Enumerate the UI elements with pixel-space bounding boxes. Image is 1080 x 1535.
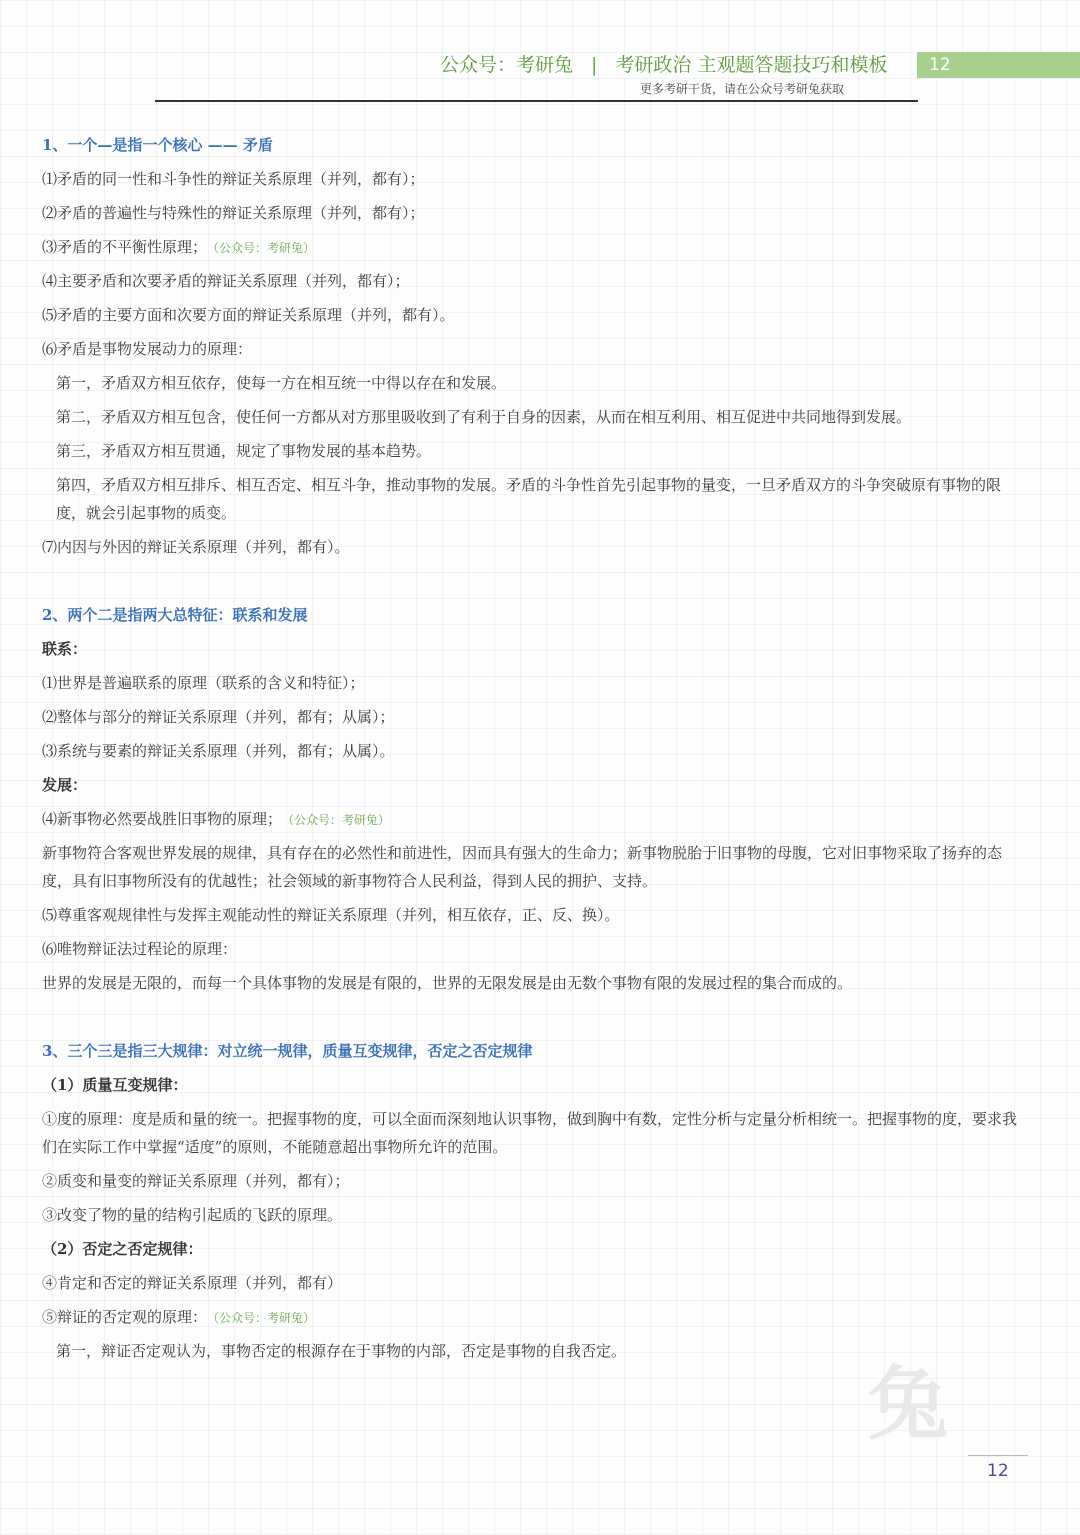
footer-divider bbox=[968, 1455, 1028, 1456]
rabbit-watermark: 兔 bbox=[868, 1358, 948, 1451]
s2-item-2: ⑵整体与部分的辩证关系原理（并列，都有；从属）； bbox=[42, 708, 395, 726]
s1-item-3 bbox=[42, 233, 315, 262]
header-page-badge: 12 bbox=[917, 52, 1080, 78]
s1-para-1: 第一，矛盾双方相互依存，使每一方在相互统一中得以存在和发展。 bbox=[56, 374, 507, 392]
s3-subheading-2: （2）否定之否定规律： bbox=[42, 1240, 203, 1258]
s3-item-3: ③改变了物的量的结构引起质的飞跃的原理。 bbox=[42, 1206, 343, 1224]
s2-item-6: ⑹唯物辩证法过程论的原理： bbox=[42, 940, 238, 958]
s1-item-3-text: ⑶矛盾的不平衡性原理； bbox=[42, 238, 208, 256]
s2-para-1: 新事物符合客观世界发展的规律，具有存在的必然性和前进性，因而具有强大的生命力；新事物脱胎于旧事物的母腹，它对旧事物采取了扬弃的态度，具有旧事物所没有的优越性；社会领域的新事物符合人民利益，得到人民的拥护、支持。 bbox=[42, 844, 1003, 890]
s1-para-4: 第四，矛盾双方相互排斥、相互否定、相互斗争，推动事物的发展。矛盾的斗争性首先引起事物的量变，一旦矛盾双方的斗争突破原有事物的限度，就会引起事物的质变。 bbox=[56, 476, 1002, 522]
s1-item-3-note: （公众号：考研兔） bbox=[213, 241, 316, 255]
s2-item-4-note: （公众号：考研兔） bbox=[288, 813, 391, 827]
header-divider bbox=[155, 100, 918, 102]
section-1-heading: 1、一个—是指一个核心 —— 矛盾 bbox=[42, 136, 273, 154]
s1-item-6: ⑹矛盾是事物发展动力的原理： bbox=[42, 340, 253, 358]
s2-item-4-text: ⑷新事物必然要战胜旧事物的原理； bbox=[42, 810, 283, 828]
header-subtitle: 更多考研干货，请在公众号考研兔获取 bbox=[640, 82, 845, 96]
header-account: 公众号：考研兔 bbox=[440, 54, 574, 76]
s3-item-5 bbox=[42, 1303, 315, 1332]
s2-item-1: ⑴世界是普遍联系的原理（联系的含义和特征）； bbox=[42, 674, 365, 692]
s3-item-5-note: （公众号：考研兔） bbox=[213, 1311, 316, 1325]
s3-subheading-1: （1）质量互变规律： bbox=[42, 1076, 188, 1094]
s1-item-5: ⑸矛盾的主要方面和次要方面的辩证关系原理（并列，都有）。 bbox=[42, 306, 455, 324]
s3-para-1: 第一，辩证否定观认为，事物否定的根源存在于事物的内部，否定是事物的自我否定。 bbox=[56, 1342, 627, 1360]
s1-para-2: 第二，矛盾双方相互包含，使任何一方都从对方那里吸收到了有利于自身的因素，从而在相互利用、相互促进中共同地得到发展。 bbox=[56, 408, 912, 426]
s1-para-3: 第三，矛盾双方相互贯通，规定了事物发展的基本趋势。 bbox=[56, 442, 432, 460]
s2-subheading-development: 发展： bbox=[42, 776, 88, 794]
header-title-bar bbox=[440, 50, 887, 77]
s1-item-4: ⑷主要矛盾和次要矛盾的辩证关系原理（并列，都有）； bbox=[42, 272, 410, 290]
s1-item-7: ⑺内因与外因的辩证关系原理（并列，都有）。 bbox=[42, 538, 350, 556]
header-title: 考研政治 主观题答题技巧和模板 bbox=[615, 54, 888, 76]
section-3-heading: 3、三个三是指三大规律：对立统一规律，质量互变规律，否定之否定规律 bbox=[42, 1042, 533, 1060]
s2-item-4 bbox=[42, 805, 390, 834]
footer-page-number: 12 bbox=[987, 1461, 1009, 1481]
header-separator: | bbox=[591, 54, 598, 76]
s2-item-3: ⑶系统与要素的辩证关系原理（并列，都有；从属）。 bbox=[42, 742, 395, 760]
s3-item-4: ④肯定和否定的辩证关系原理（并列，都有） bbox=[42, 1274, 343, 1292]
s3-item-1: ①度的原理：度是质和量的统一。把握事物的度，可以全面而深刻地认识事物，做到胸中有数，定性分析与定量分析相统一。把握事物的度，要求我们在实际工作中掌握“适度”的原则，不能随意超出事物所允许的范围。 bbox=[42, 1110, 1018, 1156]
s3-item-2: ②质变和量变的辩证关系原理（并列，都有）； bbox=[42, 1172, 350, 1190]
s2-item-5: ⑸尊重客观规律性与发挥主观能动性的辩证关系原理（并列，相互依存，正、反、换）。 bbox=[42, 906, 620, 924]
s1-item-2: ⑵矛盾的普遍性与特殊性的辩证关系原理（并列，都有）； bbox=[42, 204, 425, 222]
s2-para-2: 世界的发展是无限的，而每一个具体事物的发展是有限的，世界的无限发展是由无数个事物有限的发展过程的集合而成的。 bbox=[42, 974, 853, 992]
section-2-heading: 2、两个二是指两大总特征：联系和发展 bbox=[42, 606, 308, 624]
s3-item-5-text: ⑤辩证的否定观的原理： bbox=[42, 1308, 208, 1326]
s1-item-1: ⑴矛盾的同一性和斗争性的辩证关系原理（并列，都有）； bbox=[42, 170, 425, 188]
s2-subheading-connection: 联系： bbox=[42, 640, 88, 658]
